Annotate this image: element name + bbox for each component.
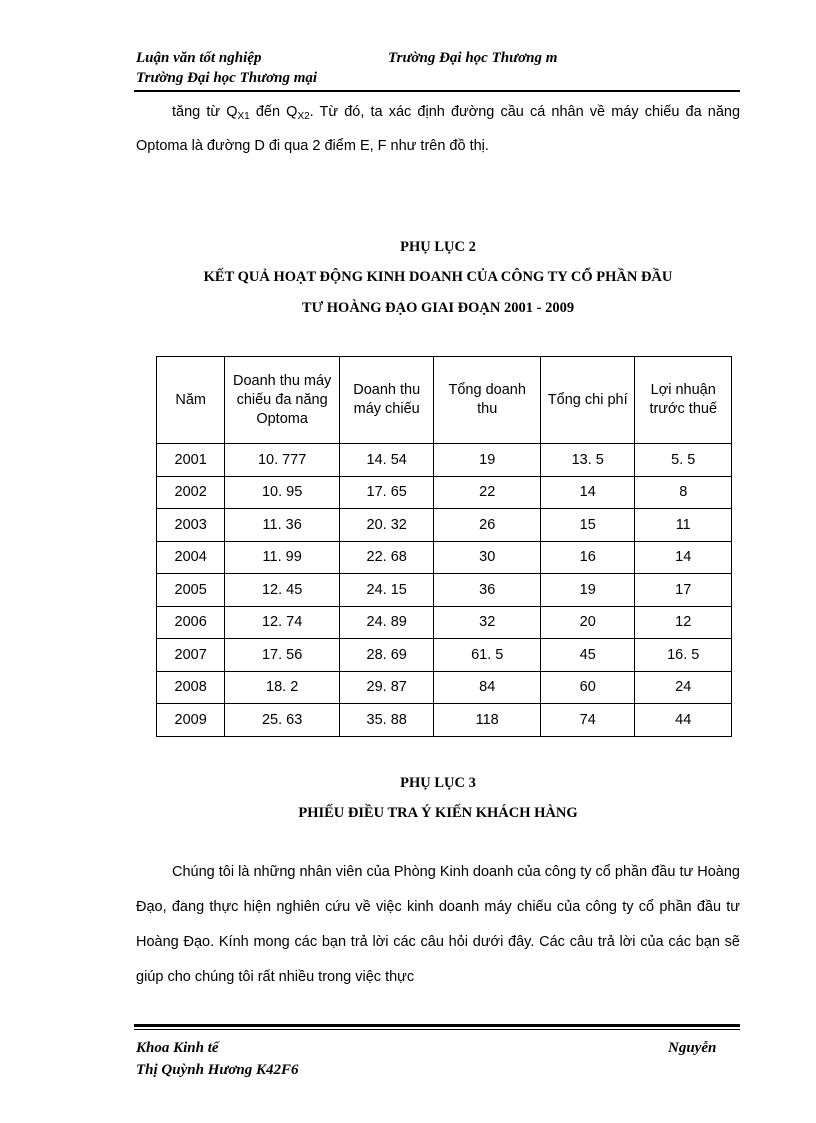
table-cell: 2003 [157,509,225,542]
table-cell: 19 [540,574,634,607]
table-cell: 10. 95 [225,476,340,509]
col-header-year: Năm [157,357,225,444]
table-cell: 74 [540,704,634,737]
table-row [157,671,732,704]
table-cell: 26 [434,509,541,542]
table-cell: 16 [540,541,634,574]
table-row [157,704,732,737]
appendix2-title: PHỤ LỤC 2 [400,239,476,255]
table-cell: 11. 99 [225,541,340,574]
table-cell: 10. 777 [225,444,340,477]
table-cell: 20. 32 [339,509,433,542]
header-left [136,48,317,88]
footer-faculty: Khoa Kinh tế [136,1040,219,1056]
table-row [157,444,732,477]
intro-text-c: . Từ đó, ta xác định đường cầu cá nhân về máy chiếu đa năng Optoma là đường D đi qua 2 điểm E, F như trên đồ thị. [136,104,741,154]
intro-text-b: đến Q [249,104,298,120]
intro-text-a: tăng từ Q [172,104,238,120]
table-cell: 24. 15 [339,574,433,607]
table-cell: 25. 63 [225,704,340,737]
col-header-total-revenue: Tổng doanh thu [434,357,541,444]
footer-author-surname: Nguyễn [668,1040,717,1056]
table-cell: 19 [434,444,541,477]
table-row [157,639,732,672]
col-header-projector-revenue: Doanh thu máy chiếu [339,357,433,444]
table-cell: 36 [434,574,541,607]
intro-paragraph [136,95,740,163]
footer-rule-thin [134,1029,740,1030]
appendix3-subtitle: PHIẾU ĐIỀU TRA Ý KIẾN KHÁCH HÀNG [298,805,578,821]
table-cell: 32 [434,606,541,639]
intro-sub-x2: X2 [297,111,310,122]
col-header-total-cost: Tổng chi phí [540,357,634,444]
table-cell: 17. 56 [225,639,340,672]
table-cell: 2001 [157,444,225,477]
col-header-optoma-revenue: Doanh thu máy chiếu đa năng Optoma [225,357,340,444]
table-cell: 11. 36 [225,509,340,542]
table-cell: 15 [540,509,634,542]
col-header-pretax-profit: Lợi nhuận trước thuế [635,357,732,444]
table-cell: 60 [540,671,634,704]
table-cell: 18. 2 [225,671,340,704]
table-cell: 45 [540,639,634,672]
table-cell: 13. 5 [540,444,634,477]
table-cell: 118 [434,704,541,737]
table-cell: 11 [635,509,732,542]
table-cell: 20 [540,606,634,639]
table-cell: 16. 5 [635,639,732,672]
intro-sub-x1: X1 [237,111,250,122]
table-cell: 22. 68 [339,541,433,574]
header-thesis-label: Luận văn tốt nghiệp [136,50,262,66]
table-cell: 24. 89 [339,606,433,639]
appendix2-subtitle-line1: KẾT QUẢ HOẠT ĐỘNG KINH DOANH CỦA CÔNG TY CỔ PHẦN ĐẦU [203,269,673,285]
footer-author: Thị Quỳnh Hương K42F6 [136,1062,299,1078]
table-cell: 2005 [157,574,225,607]
footer-rule-thick [134,1024,740,1027]
table-row [157,574,732,607]
table-row [157,541,732,574]
table-cell: 44 [635,704,732,737]
table-cell: 12. 45 [225,574,340,607]
table-row [157,606,732,639]
survey-intro-paragraph [136,855,740,995]
table-cell: 2009 [157,704,225,737]
table-cell: 30 [434,541,541,574]
table-row [157,509,732,542]
footer-left [136,1037,299,1081]
table-cell: 2004 [157,541,225,574]
table-header-row [157,357,732,444]
table-row [157,476,732,509]
table-cell: 84 [434,671,541,704]
table-cell: 12 [635,606,732,639]
table-cell: 61. 5 [434,639,541,672]
table-cell: 12. 74 [225,606,340,639]
table-cell: 2007 [157,639,225,672]
table-cell: 2006 [157,606,225,639]
header-university: Trường Đại học Thương mại [136,70,318,86]
table-cell: 24 [635,671,732,704]
table-cell: 5. 5 [635,444,732,477]
table-cell: 2008 [157,671,225,704]
table-cell: 28. 69 [339,639,433,672]
table-cell: 22 [434,476,541,509]
business-results-table [156,356,732,737]
survey-intro-text: Chúng tôi là những nhân viên của Phòng Kinh doanh của công ty cổ phần đầu tư Hoàng Đạo, đang thực hiện nghiên cứu về việc kinh doanh máy chiếu của công ty cổ phần đầu tư Hoàng Đạo. Kính mong các bạn trả lời các câu hỏi dưới đây. Các câu trả lời của các bạn sẽ giúp cho chúng tôi rất nhiều trong việc thực [136,864,740,985]
appendix3-title: PHỤ LỤC 3 [400,775,476,791]
table-cell: 8 [635,476,732,509]
table-cell: 35. 88 [339,704,433,737]
header-university-truncated: Trường Đại học Thương m [388,50,558,66]
table-cell: 14. 54 [339,444,433,477]
table-cell: 14 [540,476,634,509]
header-rule [134,90,740,92]
table-cell: 2002 [157,476,225,509]
table-cell: 17 [635,574,732,607]
appendix2-subtitle-line2: TƯ HOÀNG ĐẠO GIAI ĐOẠN 2001 - 2009 [301,300,575,316]
table-cell: 17. 65 [339,476,433,509]
table-cell: 14 [635,541,732,574]
table-cell: 29. 87 [339,671,433,704]
